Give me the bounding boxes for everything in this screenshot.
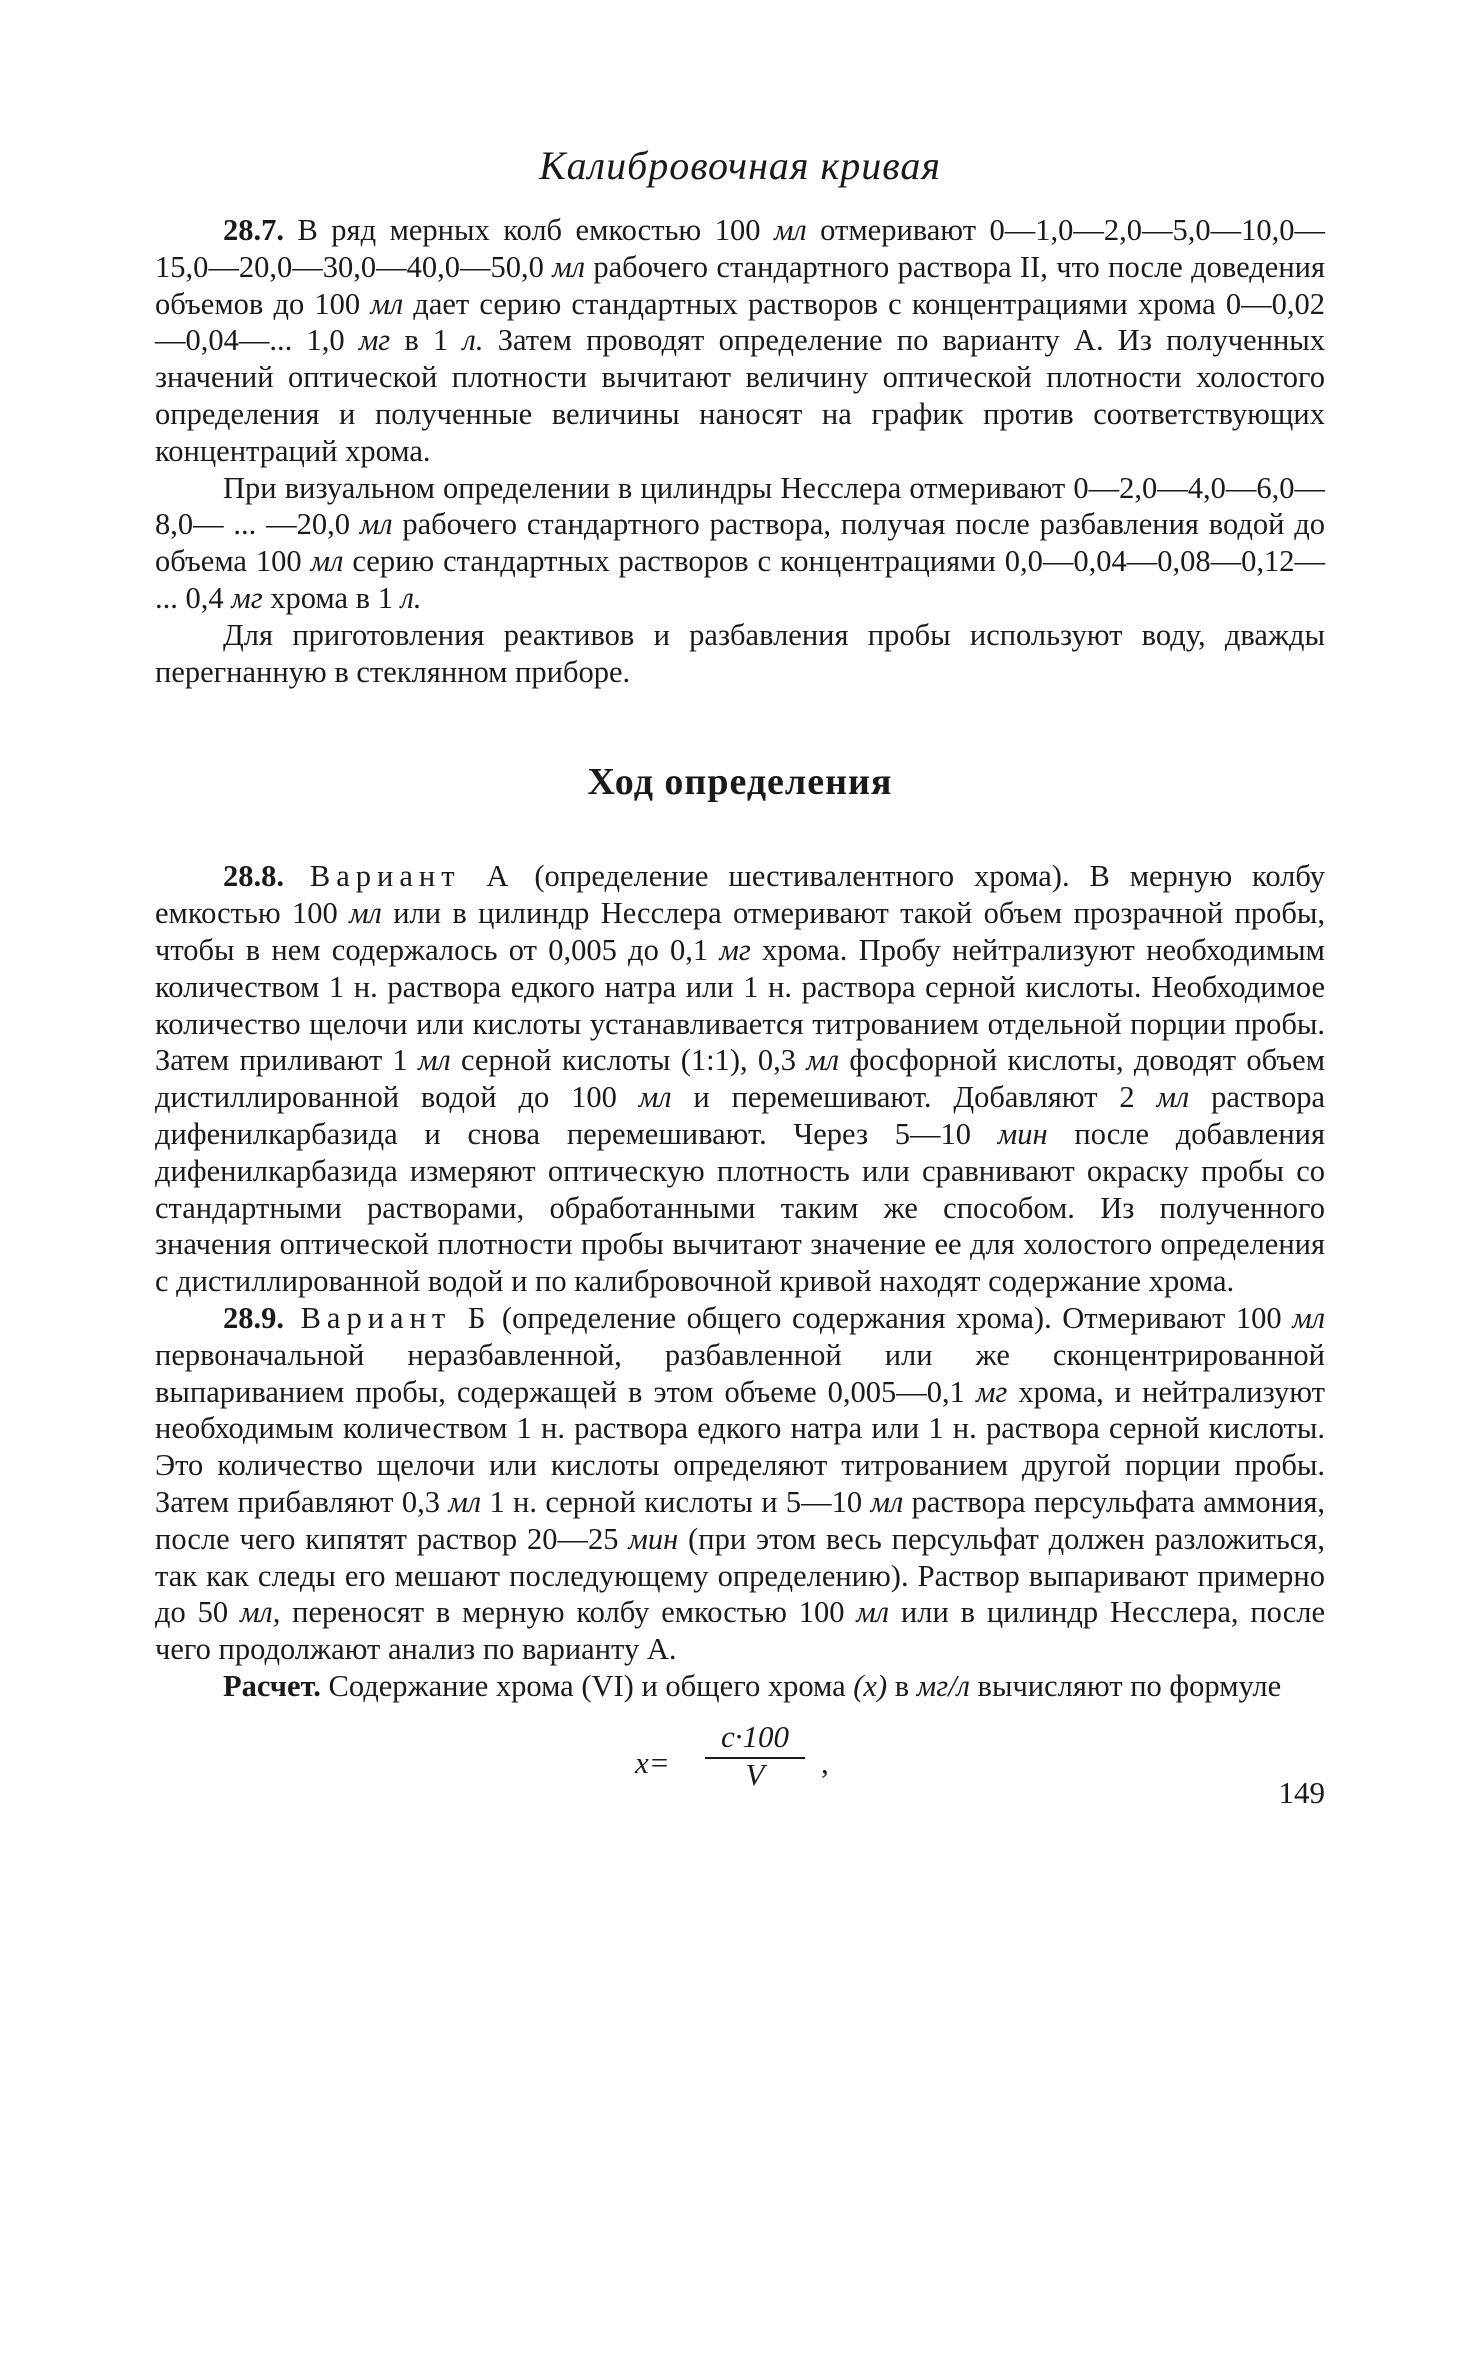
text: вычисляют по формуле (969, 1668, 1282, 1703)
text: раствора дифенилкарбазида и снова перемешивают. Через 5—10 (155, 1080, 1325, 1151)
text: или в цилиндр Несслера отмеривают такой объем прозрачной пробы, чтобы в нем содержалось от 0,005 до 0,1 (155, 896, 1325, 967)
text: и перемешивают. Добавляют 2 (671, 1080, 1157, 1115)
unit: мл (370, 286, 404, 321)
unit: мл (1156, 1080, 1190, 1115)
unit: мг (358, 323, 391, 358)
formula-fraction (705, 1719, 805, 1793)
text: фосфорной кислоты, доводят объем дистиллированной водой до 100 (155, 1043, 1325, 1115)
text: хрома в 1 (262, 580, 401, 615)
text: (определение общего содержания хрома). Отмеривают 100 (491, 1300, 1293, 1335)
unit: мл (417, 1043, 451, 1078)
unit: мл (448, 1484, 482, 1519)
formula-numerator: c·100 (705, 1719, 805, 1759)
variable: (x) (853, 1668, 888, 1703)
paragraph-number: 28.7. (223, 213, 284, 247)
paragraph-calculation (155, 1668, 1325, 1705)
paragraph-28-7 (155, 212, 1325, 470)
page-content (155, 140, 1326, 1810)
unit: мл (349, 896, 382, 931)
formula-lhs: x= (635, 1744, 670, 1780)
unit: л. (462, 323, 484, 358)
unit: л. (400, 580, 422, 615)
unit: мин (628, 1521, 679, 1556)
text: 1 н. серной кислоты и 5—10 (481, 1484, 871, 1519)
text: Затем проводят определение по варианту А. Из полученных значений оптической плотности вычитают величину оптической плотности холостого определения и полученные величины наносят на график против соответствующих концентраций хрома. (155, 323, 1326, 468)
unit: мл (806, 1043, 840, 1078)
paragraph-water: Для приготовления реактивов и разбавления пробы используют воду, дважды перегнанную в стеклянном приборе. (155, 617, 1325, 689)
unit: мл (552, 249, 586, 284)
text: (при этом весь персульфат должен разложиться, так как следы его мешают последующему определению). Раствор выпаривают примерно до 50 (155, 1521, 1325, 1630)
unit: мл (773, 213, 807, 247)
unit: мл (638, 1080, 672, 1115)
text: хрома. Пробу нейтрализуют необходимым количеством 1 н. раствора едкого натра или 1 н. раствора серной кислоты. Необходимое количество щелочи или кислоты устанавливается титрованием отдельной порции пробы. Затем приливают 1 (155, 932, 1325, 1078)
text: рабочего стандартного раствора, получая после разбавления водой до объема 100 (155, 507, 1325, 579)
unit: мл (870, 1484, 904, 1519)
text: При визуальном определении в цилиндры Несслера отмеривают 0—2,0—4,0—6,0—8,0— ... —20,0 (155, 470, 1325, 542)
paragraph-28-8 (155, 858, 1325, 1300)
page-number: 149 (1278, 1774, 1325, 1810)
paragraph-number: 28.8. (223, 859, 284, 894)
text: раствора персульфата аммония, после чего кипятят раствор 20—25 (155, 1484, 1325, 1556)
text: серной кислоты (1:1), 0,3 (450, 1043, 807, 1078)
text: хрома, и нейтрализуют необходимым количеством 1 н. раствора едкого натра или 1 н. раствора серной кислоты. Это количество щелочи или кислоты определяют титрованием другой порции пробы. Затем прибавляют 0,3 (155, 1374, 1326, 1519)
text: в (887, 1668, 917, 1703)
calculation-label: Расчет. (223, 1668, 321, 1703)
text: переносят в мерную колбу емкостью 100 (280, 1595, 857, 1630)
unit: мл (856, 1595, 890, 1630)
unit: мл, (239, 1595, 281, 1630)
unit: мин (997, 1116, 1048, 1151)
section-title-procedure: Ход определения (587, 761, 893, 804)
unit: мл (359, 507, 393, 542)
variant-label: Вариант А (284, 859, 515, 894)
text: первоначальной неразбавленной, разбавленной или же сконцентрированной выпариванием пробы, содержащей в этом объеме 0,005—0,1 (155, 1337, 1325, 1409)
formula-comma: , (821, 1744, 829, 1780)
formula (155, 1718, 1325, 1810)
text: (определение шестивалентного хрома). В мерную колбу емкостью 100 (155, 859, 1325, 931)
text: серию стандартных растворов с концентрациями 0,0—0,04—0,08—0,12— ... 0,4 (155, 544, 1325, 615)
unit: мл (1292, 1300, 1325, 1335)
text: в 1 (390, 323, 463, 358)
unit: мг (719, 932, 751, 967)
text: или в цилиндр Несслера, после чего продолжают анализ по варианту А. (155, 1595, 1325, 1667)
unit: мг (975, 1374, 1008, 1409)
unit: мг (231, 580, 263, 615)
text: дает серию стандартных растворов с концентрациями хрома 0—0,02—0,04—... 1,0 (155, 286, 1326, 358)
unit: мг/л (916, 1668, 970, 1703)
paragraph-28-9 (155, 1300, 1325, 1668)
text: Содержание хрома (VI) и общего хрома (320, 1668, 854, 1703)
text: рабочего стандартного раствора II, что после доведения объемов до 100 (155, 249, 1325, 321)
text: после добавления дифенилкарбазида измеряют оптическую плотность или сравнивают окраску пробы со стандартными растворами, обработанными таким же способом. Из полученного значения оптической плотности пробы вычитают значение ее для холостого определения с дистиллированной водой и по калибровочной кривой находят содержание хрома. (155, 1116, 1325, 1299)
paragraph-visual-determination (155, 470, 1325, 617)
variant-label: Вариант Б (284, 1300, 492, 1335)
paragraph-number: 28.9. (223, 1300, 284, 1335)
formula-denominator: V (745, 1756, 765, 1792)
unit: мл (310, 544, 344, 579)
text: отмеривают 0—1,0—2,0—5,0—10,0—15,0—20,0—30,0—40,0—50,0 (155, 213, 1325, 284)
section-title-calibration: Калибровочная кривая (539, 143, 941, 188)
text: В ряд мерных колб емкостью 100 (284, 213, 774, 247)
